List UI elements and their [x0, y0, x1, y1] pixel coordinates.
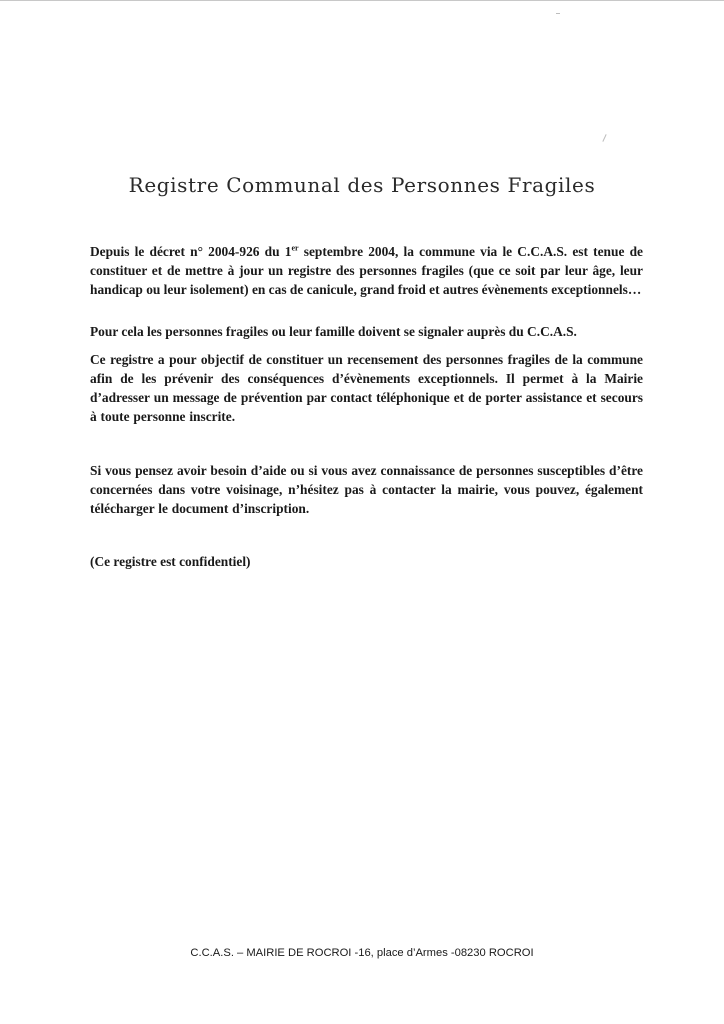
paragraph-confidential: (Ce registre est confidentiel) [90, 554, 251, 569]
paragraph-decree [90, 242, 643, 299]
paragraph-objective: Ce registre a pour objectif de constituer un recensement des personnes fragiles de la commune afin de les prévenir des conséquences d’évènements exceptionnels. Il permet à la Mairie d’adresser un message de prévention par contact téléphonique et de porter assistance et secours à toute personne inscrite. [90, 352, 643, 424]
footer-address: C.C.A.S. – MAIRIE DE ROCROI -16, place d’Armes -08230 ROCROI [190, 947, 534, 959]
decree-text-start: Depuis le décret n° 2004-926 du 1 [90, 244, 292, 259]
ordinal-superscript: er [291, 243, 299, 253]
scan-speck [602, 134, 606, 142]
paragraph-signal: Pour cela les personnes fragiles ou leur famille doivent se signaler auprès du C.C.A.S. [90, 324, 577, 339]
scan-speck [556, 13, 560, 14]
paragraph-help: Si vous pensez avoir besoin d’aide ou si vous avez connaissance de personnes susceptibles d’être concernées dans votre voisinage, n’hésitez pas à contacter la mairie, vous pouvez, également télécharger le document d’inscription. [90, 463, 643, 516]
page-title: Registre Communal des Personnes Fragiles [128, 173, 596, 198]
decree-text-end: septembre 2004, la commune via le C.C.A.S. est tenue de constituer et de mettre à jour un registre des personnes fragiles (que ce soit par leur âge, leur handicap ou leur isolement) en cas de canicule, grand froid et autres évènements exceptionnels… [90, 244, 643, 297]
scan-edge [0, 0, 724, 1]
